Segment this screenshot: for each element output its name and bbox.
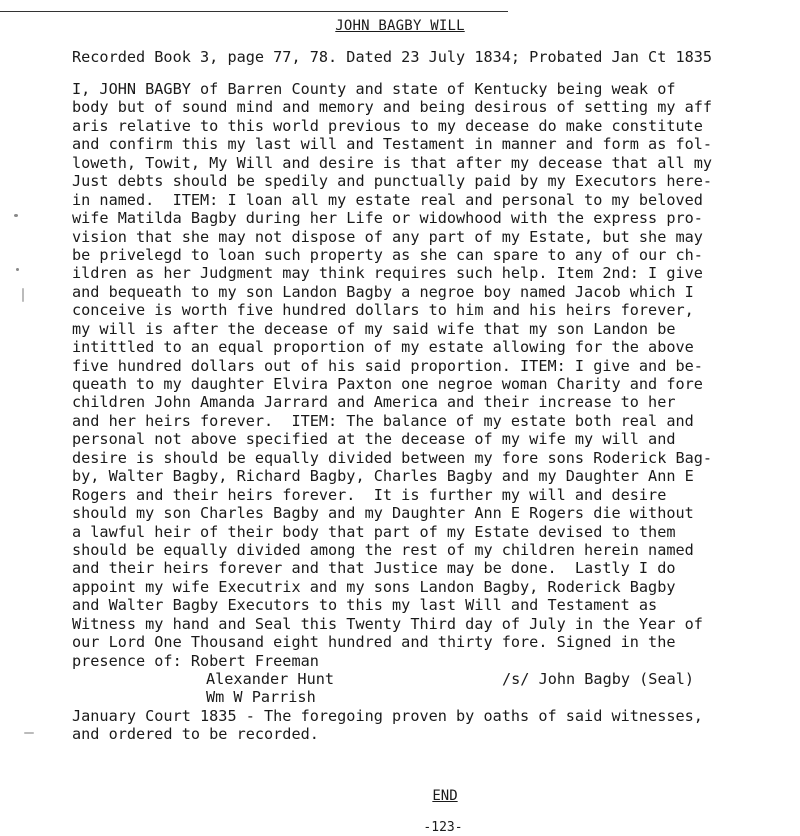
court-line-2: and ordered to be recorded. [72, 725, 319, 744]
will-text-line: and Walter Bagby Executors to this my last Will and Testament as [72, 596, 658, 615]
scan-speck [16, 268, 19, 271]
witness-row-3 [72, 688, 800, 706]
will-text-line: conceive is worth five hundred dollars to him and his heirs forever, [72, 301, 694, 320]
will-text-line: aris relative to this world previous to my decease do make constitute [72, 116, 703, 135]
will-text-line: by, Walter Bagby, Richard Bagby, Charles Bagby and my Daughter Ann E [72, 467, 694, 486]
scan-speck [24, 732, 34, 734]
witness-intro: presence of: Robert Freeman [72, 651, 319, 670]
will-text-line: be privelegd to loan such property as she can spare to any of our ch- [72, 245, 703, 264]
will-text-line: should my son Charles Bagby and my Daughter Ann E Rogers die without [72, 504, 694, 523]
will-text-line: loweth, Towit, My Will and desire is that after my decease that all my [72, 153, 713, 172]
will-text-line: intittled to an equal proportion of my estate allowing for the above [72, 338, 694, 357]
will-text-line: Rogers and their heirs forever. It is further my will and desire [72, 485, 667, 504]
will-text-line: and her heirs forever. ITEM: The balance of my estate both real and [72, 411, 694, 430]
recorded-line: Recorded Book 3, page 77, 78. Dated 23 July 1834; Probated Jan Ct 1835 [72, 48, 713, 66]
signature: /s/ John Bagby (Seal) [502, 670, 695, 688]
will-text-line: queath to my daughter Elvira Paxton one negroe woman Charity and fore [72, 375, 703, 393]
will-text-line: personal not above specified at the decease of my wife my will and [72, 430, 676, 449]
will-body [72, 80, 800, 744]
witness-row-2 [72, 670, 800, 688]
will-text-line: in named. ITEM: I loan all my estate real and personal to my beloved [72, 190, 703, 209]
court-line-1: January Court 1835 - The foregoing proven by oaths of said witnesses, [72, 706, 703, 725]
scan-speck [14, 214, 18, 217]
will-text-line: appoint my wife Executrix and my sons Landon Bagby, Roderick Bagby [72, 577, 676, 596]
will-text-line: and bequeath to my son Landon Bagby a negroe boy named Jacob which I [72, 282, 694, 301]
witness-row-1 [72, 652, 800, 670]
will-text-line: vision that she may not dispose of any part of my Estate, but she may [72, 227, 703, 246]
top-rule [0, 11, 508, 12]
will-text-line: ildren as her Judgment may think requires such help. Item 2nd: I give [72, 264, 703, 283]
will-text-line: and their heirs forever and that Justice may be done. Lastly I do [72, 559, 676, 578]
will-text-line: five hundred dollars out of his said proportion. ITEM: I give and be- [72, 356, 703, 375]
will-text-line: a lawful heir of their body that part of my Estate devised to them [72, 522, 676, 541]
witness-third: Wm W Parrish [206, 688, 316, 707]
will-text-line: my will is after the decease of my said wife that my son Landon be [72, 319, 676, 338]
will-text-line: desire is should be equally divided between my fore sons Roderick Bag- [72, 448, 713, 467]
page-number: -123- [423, 820, 463, 835]
will-text-line: wife Matilda Bagby during her Life or widowhood with the express pro- [72, 209, 703, 228]
will-text-line: should be equally divided among the rest of my children herein named [72, 540, 694, 559]
witness-second: Alexander Hunt [206, 670, 335, 688]
page-title: JOHN BAGBY WILL [335, 18, 465, 34]
will-text-line: I, JOHN BAGBY of Barren County and state of Kentucky being weak of [72, 80, 676, 98]
will-text-line: body but of sound mind and memory and being desirous of setting my aff [72, 98, 713, 117]
will-text-line: children John Amanda Jarrard and America and their increase to her [72, 393, 676, 412]
scan-speck [22, 288, 24, 302]
will-text-line: and confirm this my last will and Testament in manner and form as fol- [72, 135, 713, 154]
will-text-line: our Lord One Thousand eight hundred and thirty fore. Signed in the [72, 633, 676, 652]
end-label: END [432, 788, 458, 804]
will-text-lines [72, 80, 800, 652]
will-text-line: Witness my hand and Seal this Twenty Third day of July in the Year of [72, 614, 703, 633]
will-text-line: Just debts should be spedily and punctually paid by my Executors here- [72, 172, 713, 191]
